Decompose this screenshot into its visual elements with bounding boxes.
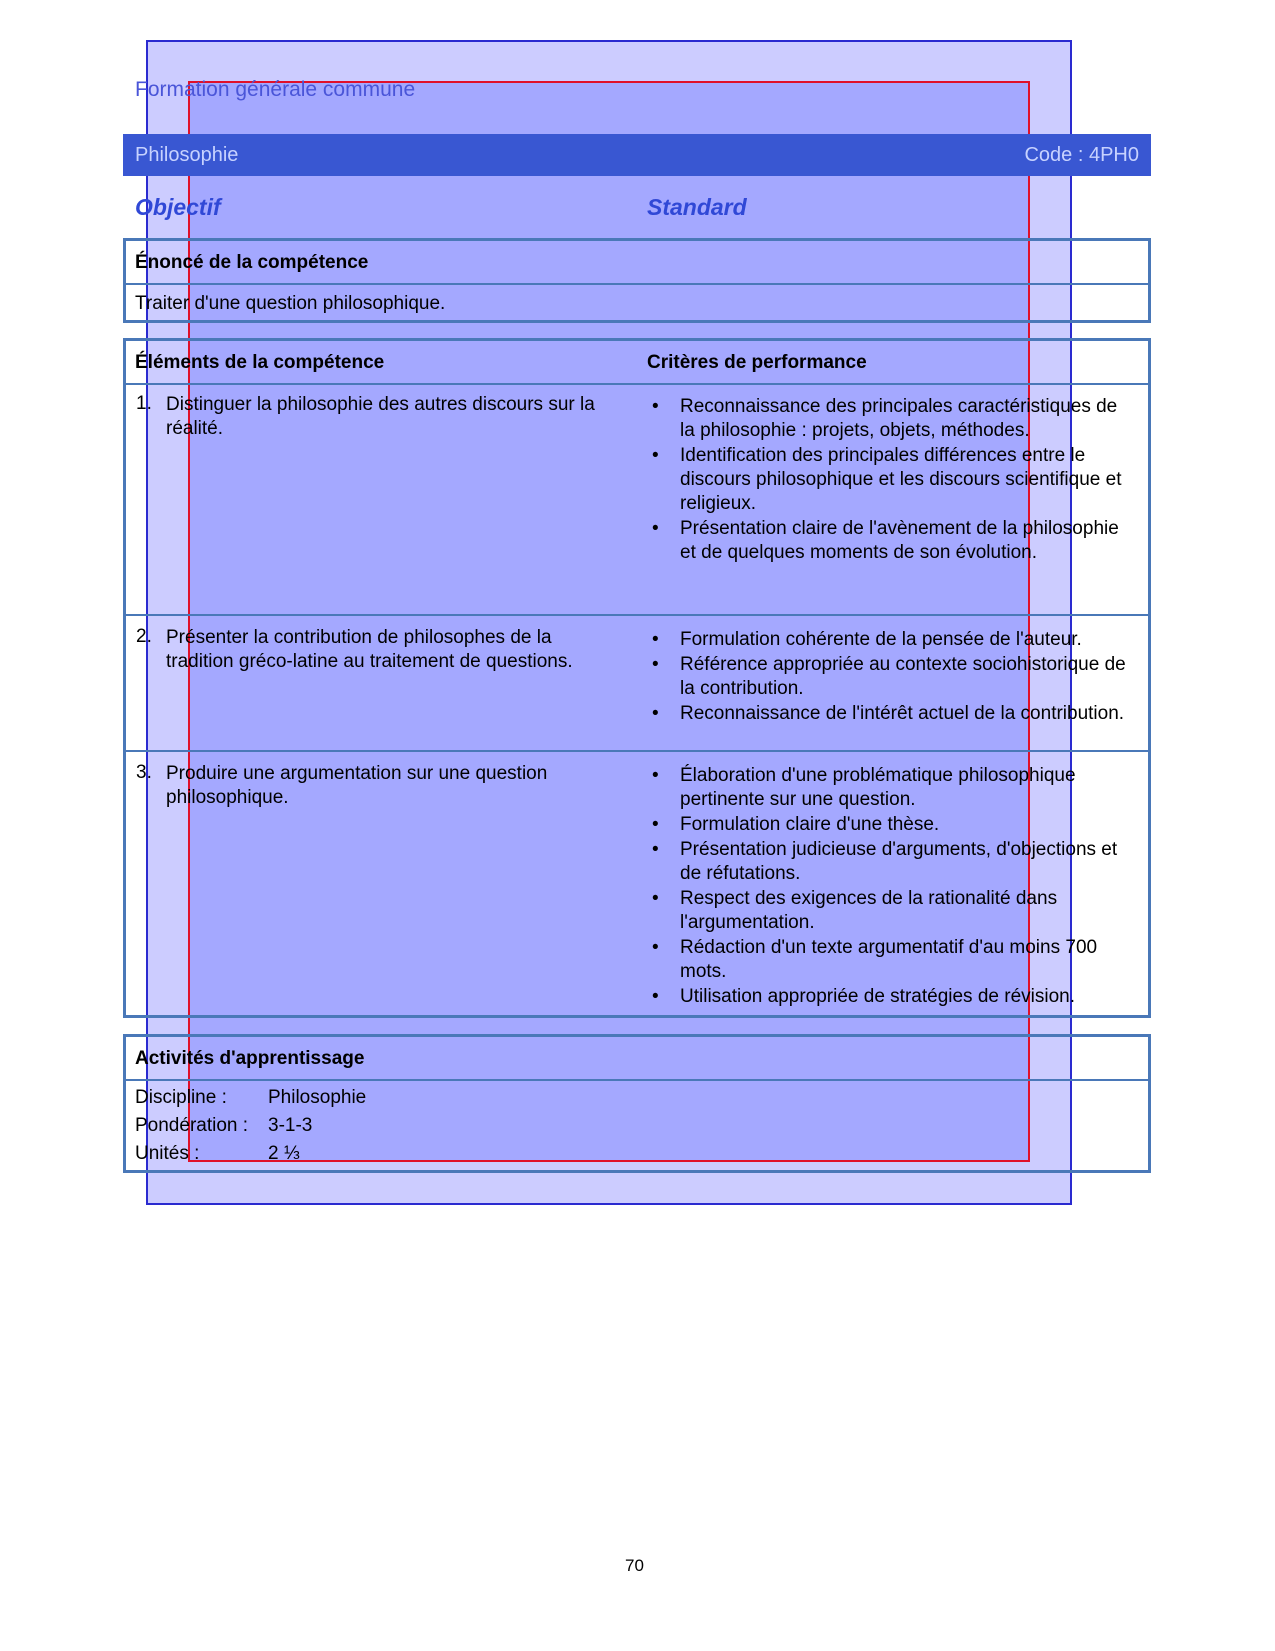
enonce-text: Traiter d'une question philosophique. [135,293,446,314]
criteria-list [650,764,1130,1010]
enonce-box [123,238,1151,323]
discipline-row [135,1087,366,1109]
element-text: Distinguer la philosophie des autres discours sur la réalité. [166,394,595,439]
criterion: • Référence appropriée au contexte sociohistorique de la contribution. [650,653,1130,701]
unites-value: 2 ⅓ [268,1143,300,1164]
element-text: Produire une argumentation sur une question philosophique. [166,763,548,808]
page-number: 70 [625,1556,644,1575]
element-row-1 [126,383,1148,613]
criteria-title: Critères de performance [647,352,867,373]
criterion: • Présentation judicieuse d'arguments, d'objections et de réfutations. [650,838,1130,886]
discipline-value: Philosophie [268,1087,367,1108]
discipline-bar-title: Philosophie [135,144,239,166]
ponderation-label: Pondération : [135,1115,249,1136]
criterion: • Formulation claire d'une thèse. [650,813,1130,837]
criteria-list [650,628,1130,727]
element-text: Présenter la contribution de philosophes de la tradition gréco-latine au traitement de questions. [166,627,573,672]
criteria-list [650,395,1130,566]
elements-title: Éléments de la compétence [135,352,385,373]
criterion: • Rédaction d'un texte argumentatif d'au moins 700 mots. [650,936,1130,984]
element-row-3 [126,750,1148,1014]
criterion: • Identification des principales différences entre le discours philosophique et les discours scientifique et religieux. [650,444,1130,516]
element-row-2 [126,614,1148,751]
unites-row [135,1143,300,1165]
enonce-header [126,241,1148,285]
activites-box [123,1034,1151,1173]
standard-heading: Standard [647,194,747,220]
objectif-heading: Objectif [135,194,221,220]
discipline-bar [123,134,1151,176]
element-number: 3. [136,762,152,783]
ponderation-value: 3-1-3 [268,1115,313,1136]
criterion: • Reconnaissance des principales caractéristiques de la philosophie : projets, objets, méthodes. [650,395,1130,443]
document-page [123,0,1151,1651]
criterion: • Utilisation appropriée de stratégies de révision. [650,985,1130,1009]
criterion: • Respect des exigences de la rationalité dans l'argumentation. [650,887,1130,935]
formation-label: Formation générale commune [135,78,416,101]
discipline-label: Discipline : [135,1087,227,1108]
enonce-title: Énoncé de la compétence [135,252,369,273]
elements-header [126,341,1148,385]
criterion: • Reconnaissance de l'intérêt actuel de la contribution. [650,702,1130,726]
criterion: • Présentation claire de l'avènement de la philosophie et de quelques moments de son évolution. [650,517,1130,565]
course-code: Code : 4PH0 [1024,144,1139,166]
element-number: 2. [136,626,152,647]
criterion: • Élaboration d'une problématique philosophique pertinente sur une question. [650,764,1130,812]
activites-title: Activités d'apprentissage [135,1048,365,1069]
ponderation-row [135,1115,312,1137]
element-number: 1. [136,393,152,414]
criterion: • Formulation cohérente de la pensée de l'auteur. [650,628,1130,652]
unites-label: Unités : [135,1143,200,1164]
elements-box [123,338,1151,1018]
activites-header [126,1037,1148,1081]
